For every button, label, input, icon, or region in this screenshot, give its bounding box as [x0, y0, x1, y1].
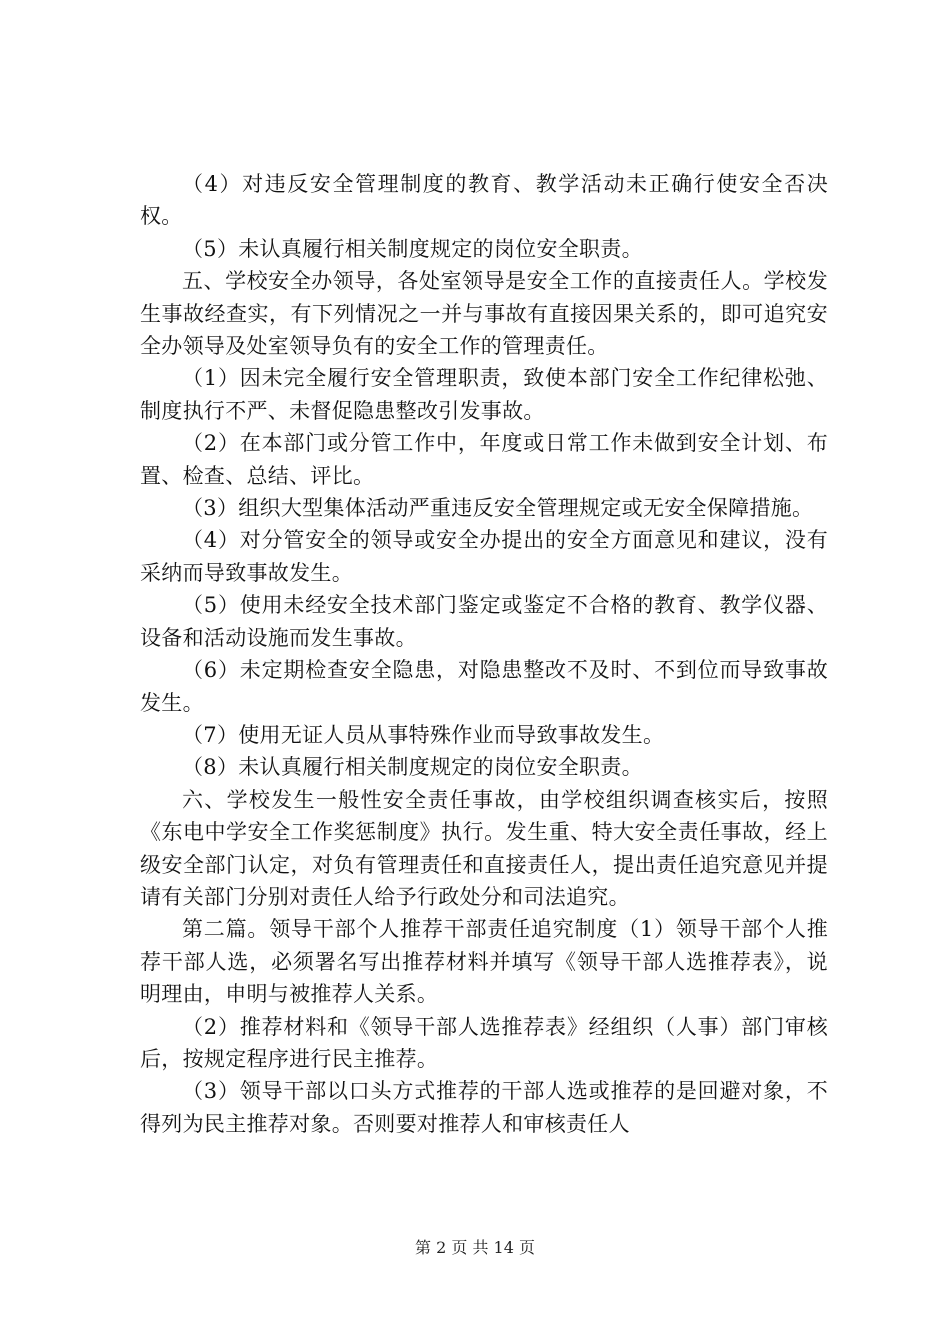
paragraph: （2）在本部门或分管工作中，年度或日常工作未做到安全计划、布置、检查、总结、评比。 [140, 431, 828, 488]
paragraph: 六、学校发生一般性安全责任事故，由学校组织调查核实后，按照《东电中学安全工作奖惩制度》执行。发生重、特大安全责任事故，经上级安全部门认定，对负有管理责任和直接责任人，提出责任追究意见并提请有关部门分别对责任人给予行政处分和司法追究。 [140, 787, 828, 909]
paragraph: （5）使用未经安全技术部门鉴定或鉴定不合格的教育、教学仪器、设备和活动设施而发生事故。 [140, 593, 828, 650]
paragraph: （7）使用无证人员从事特殊作业而导致事故发生。 [182, 722, 665, 747]
document-body [140, 168, 828, 1140]
paragraph: （4）对违反安全管理制度的教育、教学活动未正确行使安全否决权。 [140, 172, 828, 229]
page-number-footer: 第 2 页 共 14 页 [415, 1238, 535, 1257]
paragraph: （5）未认真履行相关制度规定的岗位安全职责。 [182, 236, 643, 261]
paragraph: （3）组织大型集体活动严重违反安全管理规定或无安全保障措施。 [182, 496, 814, 521]
paragraph: （2）推荐材料和《领导干部人选推荐表》经组织（人事）部门审核后，按规定程序进行民主推荐。 [140, 1014, 828, 1071]
paragraph: （4）对分管安全的领导或安全办提出的安全方面意见和建议，没有采纳而导致事故发生。 [140, 528, 828, 585]
paragraph: （8）未认真履行相关制度规定的岗位安全职责。 [182, 755, 643, 780]
paragraph: （6）未定期检查安全隐患，对隐患整改不及时、不到位而导致事故发生。 [140, 658, 828, 715]
paragraph: （3）领导干部以口头方式推荐的干部人选或推荐的是回避对象，不得列为民主推荐对象。否则要对推荐人和审核责任人 [140, 1079, 828, 1136]
paragraph: （1）因未完全履行安全管理职责，致使本部门安全工作纪律松弛、制度执行不严、未督促隐患整改引发事故。 [140, 366, 828, 423]
paragraph: 五、学校安全办领导，各处室领导是安全工作的直接责任人。学校发生事故经查实，有下列情况之一并与事故有直接因果关系的，即可追究安全办领导及处室领导负有的安全工作的管理责任。 [140, 269, 828, 359]
paragraph: 第二篇。领导干部个人推荐干部责任追究制度（1）领导干部个人推荐干部人选，必须署名写出推荐材料并填写《领导干部人选推荐表》，说明理由，申明与被推荐人关系。 [140, 917, 828, 1007]
